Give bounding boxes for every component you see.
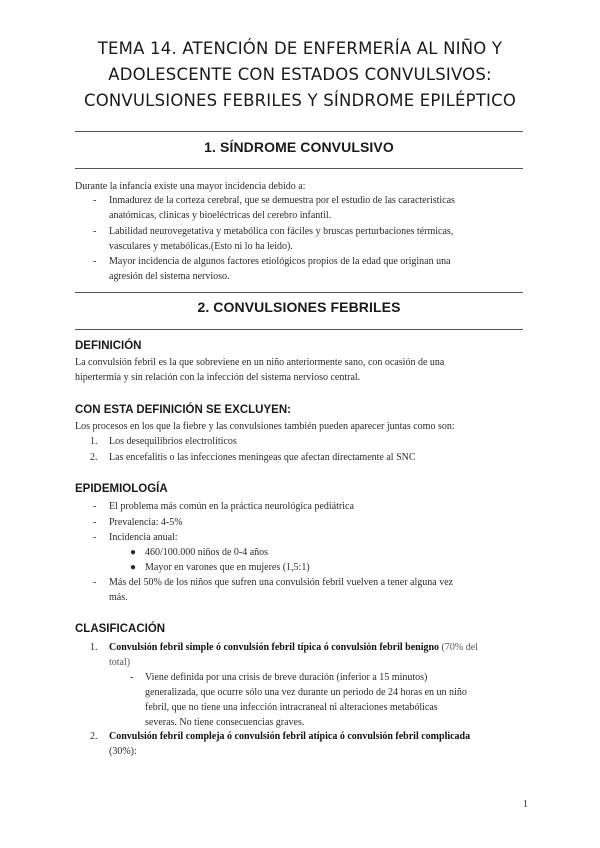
list-item: Convulsión febril compleja ó convulsión febril atípica ó convulsión febril complicada (30%): (109, 731, 471, 757)
list-item: Inmadurez de la corteza cerebral, que se demuestra por el estudio de las caracteristicas anatómicas, clinicas y bioeléctricas del cerebro infantil. (109, 195, 455, 221)
round-bullet: ● (130, 562, 137, 573)
sub-list-item: Mayor en varones que en mujeres (1,5:1) (145, 562, 310, 573)
list-number: 2. (90, 452, 98, 463)
definicion-heading: DEFINICIÓN (75, 340, 142, 352)
epidemiologia-heading: EPIDEMIOLOGÍA (75, 483, 168, 495)
excluyen-intro: Los procesos en los que la fiebre y las convulsiones también pueden aparecer juntas como son: (75, 421, 455, 432)
list-item: Convulsión febril simple ó convulsión febril típica ó convulsión febril benigno (70% del total) (109, 642, 478, 668)
sub-list-item: 460/100.000 niños de 0-4 años (145, 547, 269, 558)
list-item: El problema más común en la práctica neurológica pediátrica (109, 501, 354, 512)
clasificacion-heading: CLASIFICACIÓN (75, 623, 166, 635)
sub-list-item: Viene definida por una crisis de breve duración (inferior a 15 minutos) generalizada, que ocurre sólo una vez durante un periodo de 24 horas en un niño febril, que no tiene una infección intracraneal ni alteraciones metabólicas severas. No tiene consecuencias graves. (145, 672, 467, 728)
dash-bullet: - (93, 532, 97, 543)
definicion-text: La convulsión febril es la que sobreviene en un niño anteriormente sano, con ocasión de una hipertermia y sin relación con la infección del sistema nervioso central. (75, 357, 445, 383)
title-line-2: ADOLESCENTE CON ESTADOS CONVULSIVOS: (108, 65, 492, 84)
dash-bullet: - (93, 195, 97, 206)
list-item: Mayor incidencia de algunos factores etiológicos propios de la edad que originan una agresión del sistema nervioso. (109, 256, 451, 282)
list-item: Incidencia anual: (109, 532, 178, 543)
list-item: Prevalencia: 4-5% (109, 517, 183, 528)
divider (75, 131, 523, 132)
dash-bullet: - (130, 672, 134, 683)
dash-bullet: - (93, 517, 97, 528)
divider (75, 292, 523, 293)
dash-bullet: - (93, 226, 97, 237)
title-line-1: TEMA 14. ATENCIÓN DE ENFERMERÍA AL NIÑO Y (97, 39, 503, 58)
dash-bullet: - (93, 256, 97, 267)
section-1-heading: 1. SÍNDROME CONVULSIVO (204, 139, 394, 155)
list-item: Los desequilibrios electrolíticos (109, 436, 237, 447)
section-1-intro: Durante la infancia existe una mayor incidencia debido a: (75, 181, 306, 192)
document-title (60, 36, 540, 114)
list-item: Labilidad neurovegetativa y metabólica con fáciles y bruscas perturbaciones térmicas, vasculares y metabólicas.(Esto ni lo ha leido). (109, 226, 454, 252)
list-number: 2. (90, 731, 98, 742)
excluyen-heading: CON ESTA DEFINICIÓN SE EXCLUYEN: (75, 404, 291, 416)
dash-bullet: - (93, 501, 97, 512)
title-line-3: CONVULSIONES FEBRILES Y SÍNDROME EPILÉPTICO (83, 91, 517, 110)
list-number: 1. (90, 436, 98, 447)
divider (75, 168, 523, 169)
page-number: 1 (523, 799, 528, 810)
round-bullet: ● (130, 547, 137, 558)
section-2-heading: 2. CONVULSIONES FEBRILES (197, 299, 401, 315)
divider (75, 329, 523, 330)
dash-bullet: - (93, 577, 97, 588)
list-number: 1. (90, 642, 98, 653)
list-item: Más del 50% de los niños que sufren una convulsión febril vuelven a tener alguna vez más. (109, 577, 454, 603)
list-item: Las encefalitis o las infecciones meningeas que afectan directamente al SNC (109, 452, 416, 463)
